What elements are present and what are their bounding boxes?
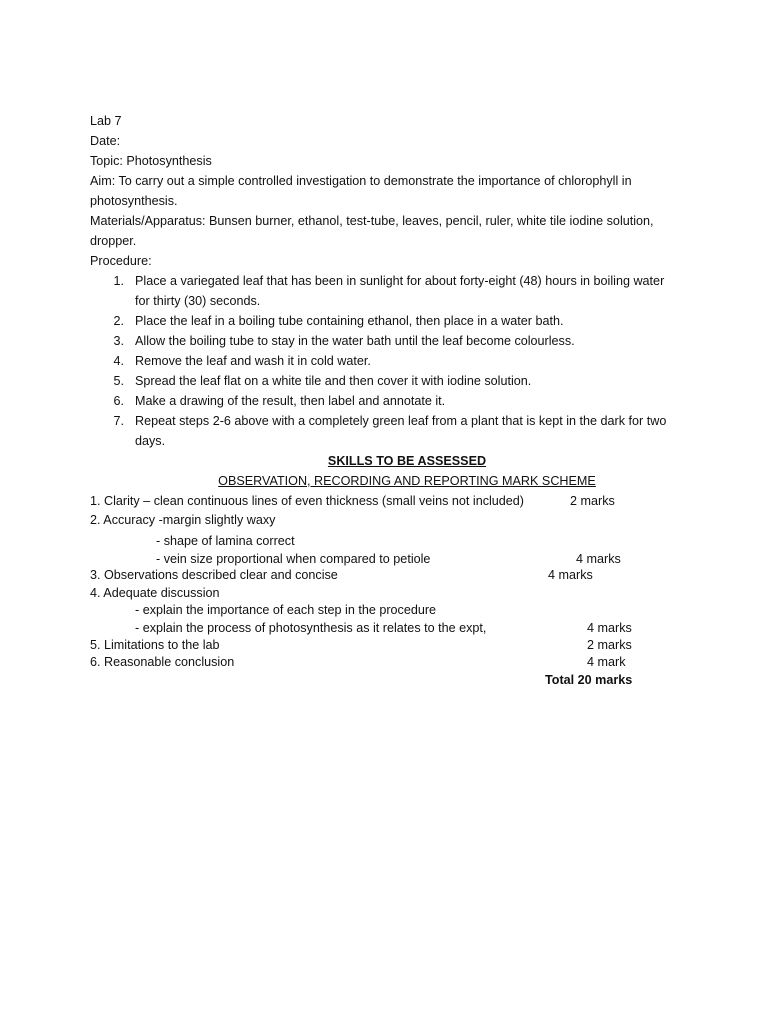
aim-line-1: Aim: To carry out a simple controlled investigation to demonstrate the importance of chlorophyll in bbox=[90, 174, 632, 188]
materials-line-2: dropper. bbox=[90, 234, 137, 248]
step-number: 7. bbox=[113, 414, 124, 428]
step-text-continued: for thirty (30) seconds. bbox=[135, 294, 261, 308]
criterion-marks: 4 marks bbox=[587, 621, 632, 635]
criterion-marks: 4 marks bbox=[576, 552, 621, 566]
step-text: Place a variegated leaf that has been in sunlight for about forty-eight (48) hours in boiling water bbox=[135, 274, 665, 288]
step-number: 4. bbox=[113, 354, 124, 368]
materials-line-1: Materials/Apparatus: Bunsen burner, ethanol, test-tube, leaves, pencil, ruler, white tile iodine solution, bbox=[90, 214, 654, 228]
step-text: Remove the leaf and wash it in cold water. bbox=[135, 354, 371, 368]
criterion-subpoint: - vein size proportional when compared to petiole bbox=[156, 552, 431, 566]
criterion-subpoint: - shape of lamina correct bbox=[156, 534, 295, 548]
topic-line: Topic: Photosynthesis bbox=[90, 154, 212, 168]
criterion-subpoint: - explain the importance of each step in the procedure bbox=[135, 603, 437, 617]
criterion-marks: 4 marks bbox=[548, 568, 593, 582]
criterion-observations: 3. Observations described clear and concise bbox=[90, 568, 338, 582]
step-text: Repeat steps 2-6 above with a completely green leaf from a plant that is kept in the dark for two bbox=[135, 414, 667, 428]
total-marks: Total 20 marks bbox=[545, 673, 633, 687]
step-number: 5. bbox=[113, 374, 124, 388]
criterion-conclusion: 6. Reasonable conclusion bbox=[90, 655, 235, 669]
step-text: Make a drawing of the result, then label and annotate it. bbox=[135, 394, 446, 408]
step-text: Spread the leaf flat on a white tile and then cover it with iodine solution. bbox=[135, 374, 532, 388]
step-text: Place the leaf in a boiling tube containing ethanol, then place in a water bath. bbox=[135, 314, 564, 328]
criterion-marks: 2 marks bbox=[570, 494, 615, 508]
step-text: Allow the boiling tube to stay in the water bath until the leaf become colourless. bbox=[135, 334, 575, 348]
procedure-label: Procedure: bbox=[90, 254, 152, 268]
mark-scheme-heading: OBSERVATION, RECORDING AND REPORTING MARK SCHEME bbox=[218, 474, 596, 488]
step-number: 3. bbox=[113, 334, 124, 348]
step-number: 6. bbox=[113, 394, 124, 408]
skills-heading: SKILLS TO BE ASSESSED bbox=[327, 454, 487, 468]
step-number: 1. bbox=[113, 274, 124, 288]
criterion-discussion: 4. Adequate discussion bbox=[90, 586, 220, 600]
criterion-clarity: 1. Clarity – clean continuous lines of even thickness (small veins not included) bbox=[90, 494, 525, 508]
criterion-limitations: 5. Limitations to the lab bbox=[90, 638, 220, 652]
criterion-accuracy: 2. Accuracy -margin slightly waxy bbox=[90, 513, 276, 527]
lab-title: Lab 7 bbox=[90, 114, 122, 128]
criterion-marks: 2 marks bbox=[587, 638, 632, 652]
step-number: 2. bbox=[113, 314, 124, 328]
step-text-continued: days. bbox=[135, 434, 166, 448]
aim-line-2: photosynthesis. bbox=[90, 194, 178, 208]
date-line: Date: bbox=[90, 134, 121, 148]
criterion-marks: 4 mark bbox=[587, 655, 626, 669]
criterion-subpoint: - explain the process of photosynthesis as it relates to the expt, bbox=[135, 621, 487, 635]
